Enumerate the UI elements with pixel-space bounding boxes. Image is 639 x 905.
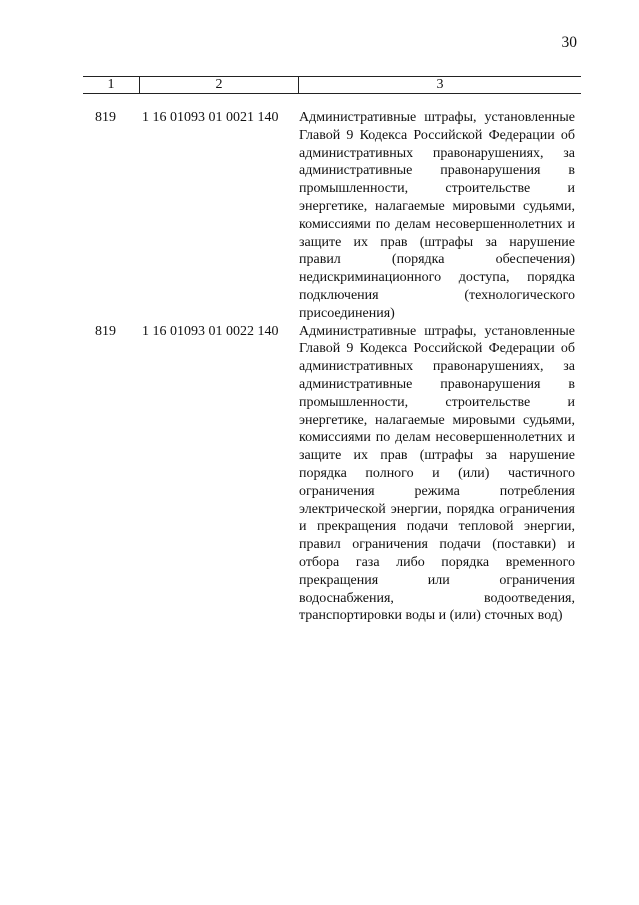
kbk-code-cell: 1 16 01093 01 0022 140 bbox=[142, 323, 279, 339]
admin-code-cell: 819 bbox=[95, 323, 116, 339]
description-cell: Административные штрафы, установленные Главой 9 Кодекса Российской Федерации об административных правонарушениях, за административные правонарушения в промышленности, строительстве и энергетике, налагаемые мировыми судьями, комиссиями по делам несовершеннолетних и защите их прав (штрафы за нарушение правил (порядка обеспечения) недискриминационного доступа, порядка подключения (технологического присоединения) bbox=[299, 110, 575, 321]
table-header-row bbox=[83, 77, 581, 94]
table-header bbox=[83, 76, 581, 94]
table-row bbox=[83, 323, 581, 626]
column-header-1: 1 bbox=[83, 77, 140, 94]
kbk-code-cell: 1 16 01093 01 0021 140 bbox=[142, 110, 279, 125]
table-body bbox=[83, 109, 581, 625]
column-header-2: 2 bbox=[140, 77, 299, 94]
table-row bbox=[83, 109, 581, 323]
page-number: 30 bbox=[561, 34, 577, 51]
column-header-3: 3 bbox=[299, 77, 582, 94]
description-cell: Административные штрафы, установленные Главой 9 Кодекса Российской Федерации об административных правонарушениях, за административные правонарушения в промышленности, строительстве и энергетике, налагаемые мировыми судьями, комиссиями по делам несовершеннолетних и защите их прав (штрафы за нарушение порядка полного и (или) частичного ограничения режима потребления электрической энергии, порядка ограничения и прекращения подачи тепловой энергии, правил ограничения подачи (поставки) и отбора газа либо порядка временного прекращения или ограничения водоснабжения, водоотведения, транспортировки воды и (или) сточных вод) bbox=[299, 323, 575, 624]
admin-code-cell: 819 bbox=[95, 110, 116, 125]
